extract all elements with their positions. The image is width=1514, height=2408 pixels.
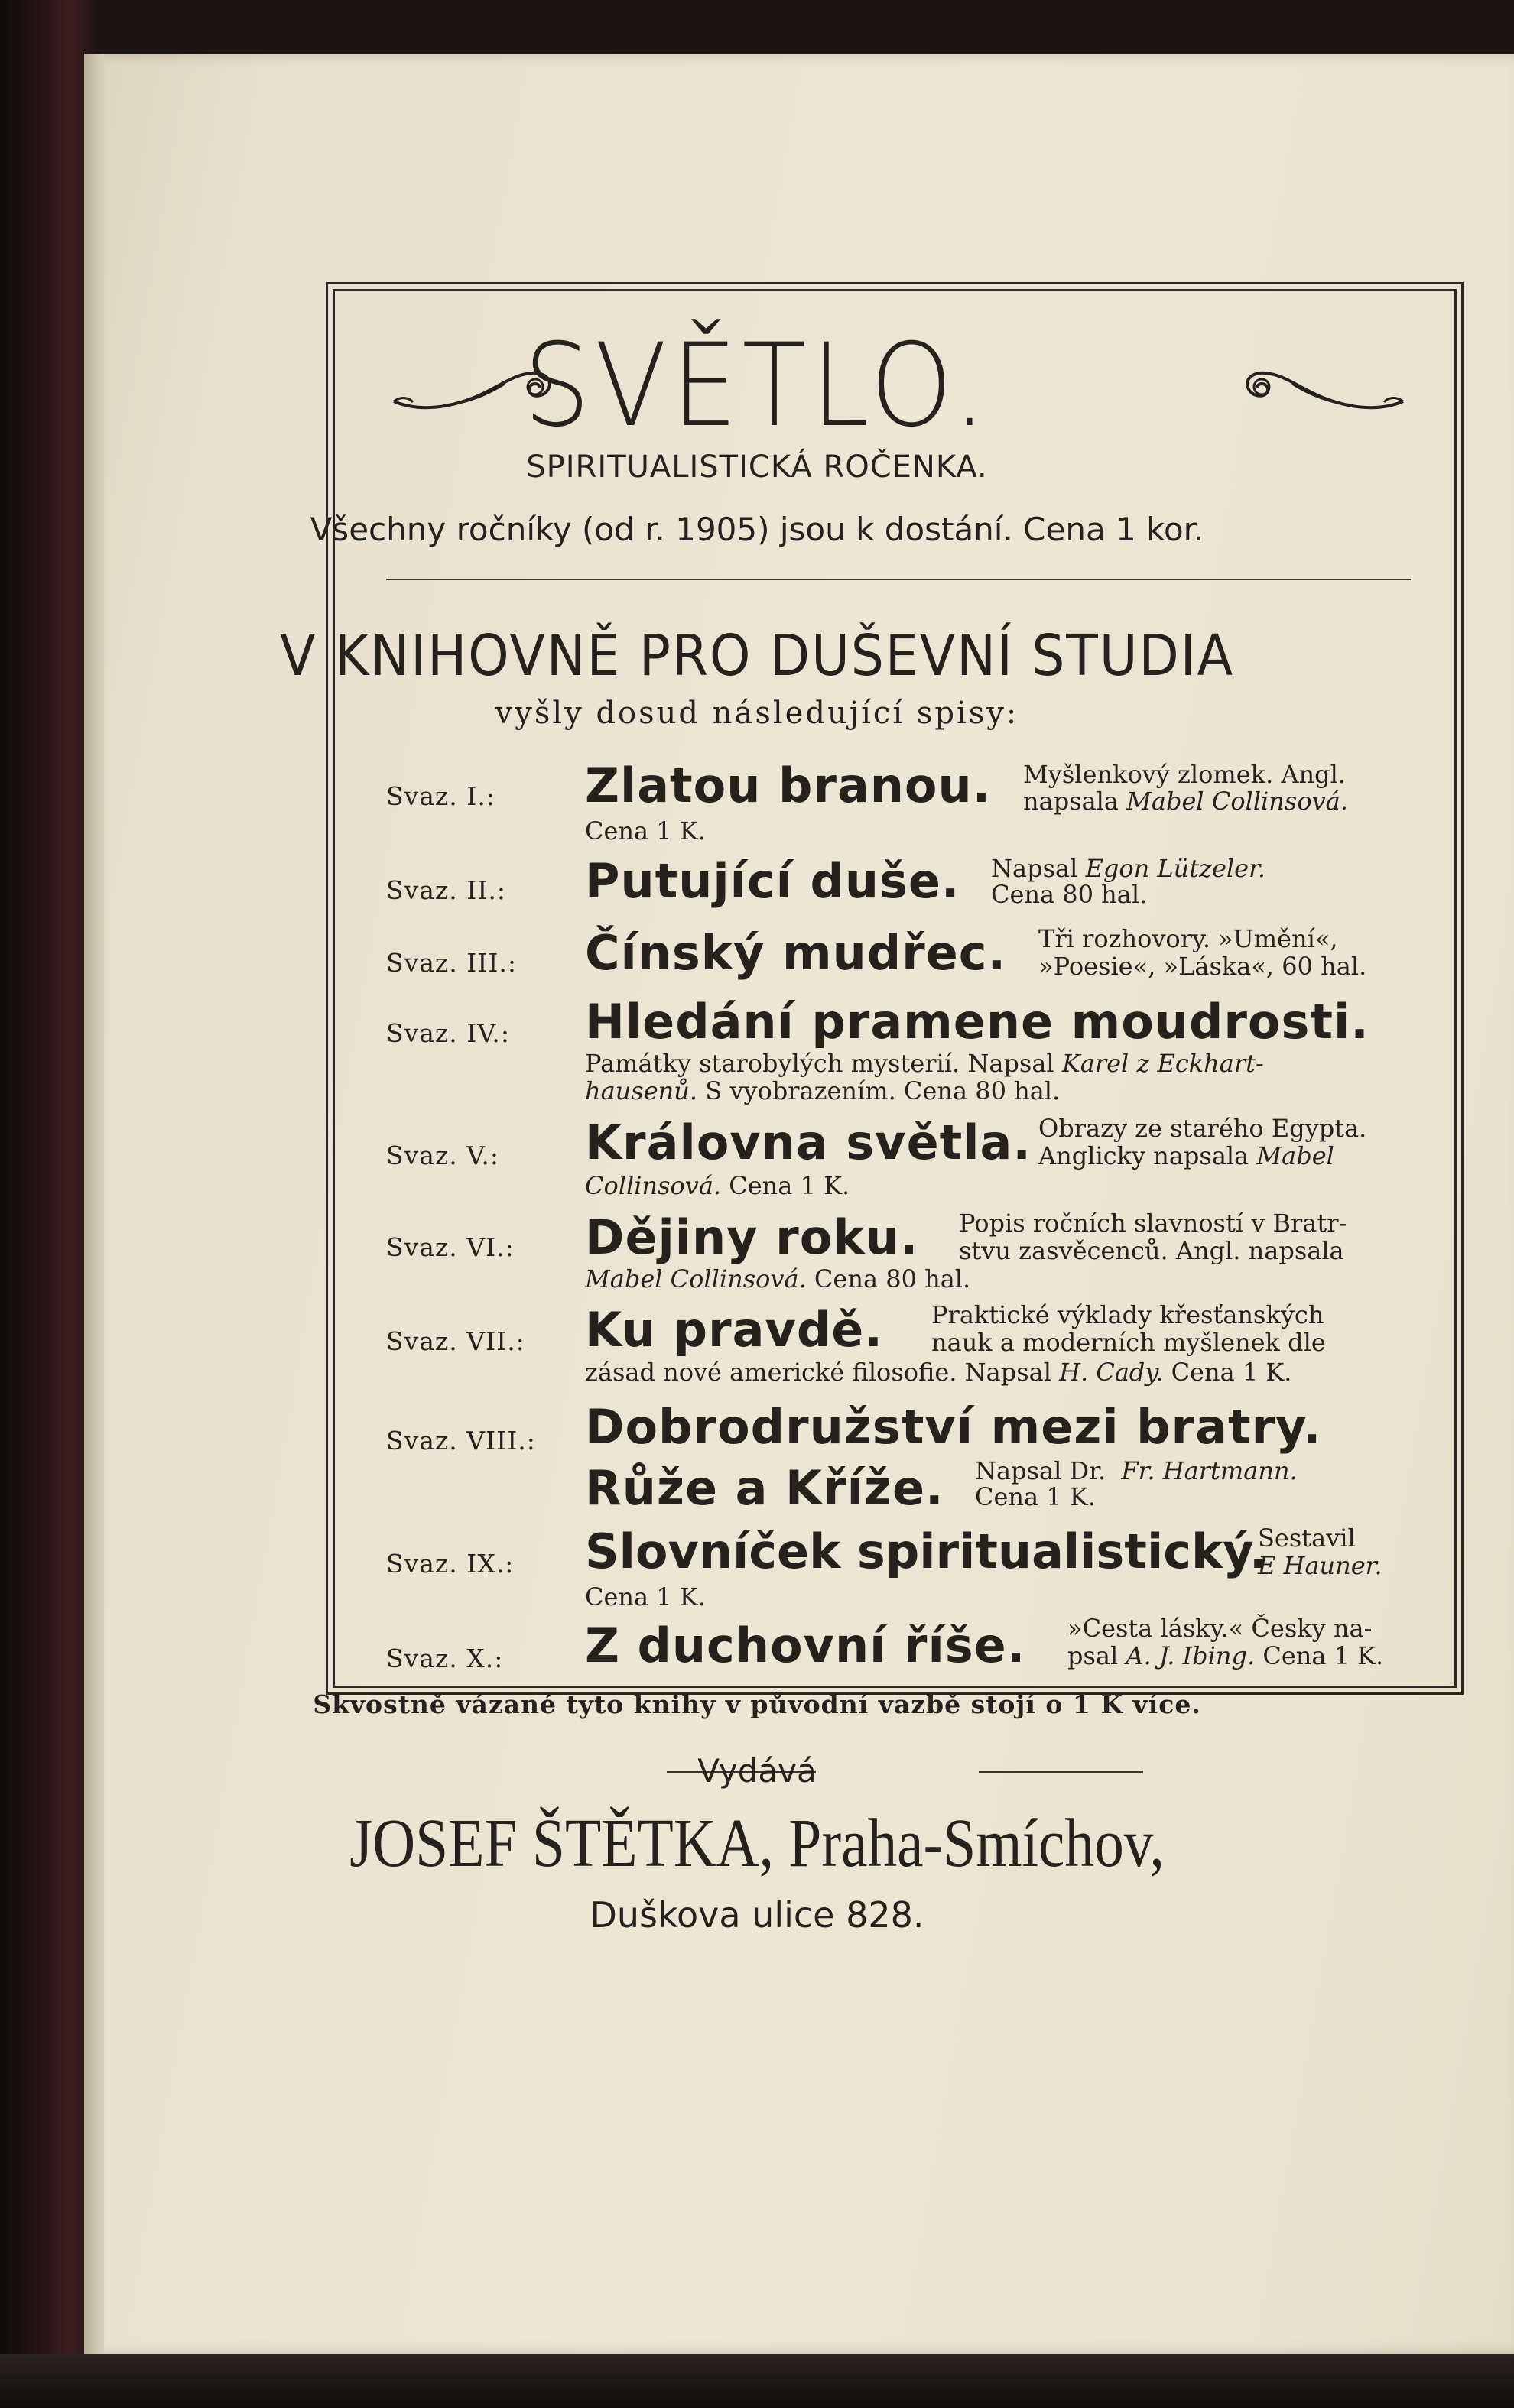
volume-label: Svaz. II.:	[386, 875, 506, 905]
volume-label: Svaz. VII.:	[386, 1326, 525, 1356]
volume-title: Hledání pramene moudrosti.	[585, 994, 1369, 1050]
volume-description: »Poesie«, »Láska«, 60 hal.	[1038, 952, 1367, 981]
volume-description: Anglicky napsala Mabel	[1038, 1141, 1334, 1170]
publisher-label: Vydává	[697, 1752, 817, 1790]
library-subheading: vyšly dosud následující spisy:	[495, 696, 1019, 731]
volume-title: Ku pravdě.	[585, 1302, 883, 1358]
volume-title: Putující duše.	[585, 853, 960, 909]
book-cover-bottom	[0, 2354, 1514, 2408]
volume-price: Cena 80 hal.	[991, 880, 1148, 909]
volume-title: Dějiny roku.	[585, 1209, 919, 1265]
divider-rule	[386, 579, 1411, 580]
volume-price: Cena 1 K.	[585, 1582, 706, 1611]
volume-description: Tři rozhovory. »Umění«,	[1038, 924, 1338, 953]
volume-price: Collinsová. Cena 1 K.	[585, 1171, 850, 1200]
volume-description: nauk a moderních myšlenek dle	[931, 1328, 1326, 1357]
volume-price: Mabel Collinsová. Cena 80 hal.	[585, 1264, 971, 1293]
yearbook-title: SVĚTLO.	[523, 320, 991, 453]
yearbook-subtitle: SPIRITUALISTICKÁ ROČENKA.	[526, 449, 988, 485]
publisher-address: Duškova ulice 828.	[590, 1894, 924, 1936]
volume-description: Napsal Egon Lützeler.	[991, 854, 1265, 883]
volume-title: Dobrodružství mezi bratry.	[585, 1399, 1322, 1455]
volume-description: hausenů. S vyobrazením. Cena 80 hal.	[585, 1076, 1061, 1105]
volume-label: Svaz. V.:	[386, 1141, 499, 1170]
volume-description: E Hauner.	[1258, 1551, 1382, 1580]
volume-label: Svaz. VIII.:	[386, 1426, 536, 1456]
volume-label: Svaz. IX.:	[386, 1549, 515, 1579]
volume-description: psal A. J. Ibing. Cena 1 K.	[1067, 1641, 1384, 1670]
volume-label: Svaz. I.:	[386, 781, 495, 811]
volume-title: Z duchovní říše.	[585, 1618, 1026, 1673]
volume-label: Svaz. III.:	[386, 948, 518, 978]
volume-title: Čínský mudřec.	[585, 925, 1007, 981]
volume-description: Sestavil	[1258, 1524, 1356, 1553]
volume-description: napsala Mabel Collinsová.	[1023, 787, 1348, 816]
publisher-name: JOSEF ŠTĚTKA, Praha-Smíchov,	[349, 1806, 1165, 1881]
volume-description: Obrazy ze starého Egypta.	[1038, 1114, 1367, 1143]
library-heading: V KNIHOVNĚ PRO DUŠEVNÍ STUDIA	[280, 623, 1234, 689]
binding-note: Skvostně vázané tyto knihy v původní vazbě stojí o 1 K více.	[313, 1689, 1201, 1719]
volume-title: Královna světla.	[585, 1115, 1032, 1170]
volume-description: zásad nové americké filosofie. Napsal H. Cady. Cena 1 K.	[585, 1358, 1292, 1387]
volume-title: Slovníček spiritualistický.	[585, 1524, 1268, 1579]
availability-note: Všechny ročníky (od r. 1905) jsou k dostání. Cena 1 kor.	[310, 511, 1204, 548]
volume-price: Cena 1 K.	[585, 816, 706, 845]
volume-description: Praktické výklady křesťanských	[931, 1300, 1324, 1329]
volume-title-continued: Růže a Kříže.	[585, 1460, 944, 1516]
volume-description: Popis ročních slavností v Bratr-	[959, 1209, 1347, 1238]
volume-description: Napsal Dr. Fr. Hartmann.	[975, 1456, 1298, 1485]
volume-title: Zlatou branou.	[585, 758, 992, 813]
volume-description: stvu zasvěcenců. Angl. napsala	[959, 1236, 1344, 1265]
volume-label: Svaz. VI.:	[386, 1232, 515, 1262]
volume-label: Svaz. IV.:	[386, 1018, 510, 1048]
volume-price: Cena 1 K.	[975, 1482, 1096, 1511]
volume-description: »Cesta lásky.« Česky na-	[1067, 1614, 1373, 1643]
volume-label: Svaz. X.:	[386, 1644, 504, 1673]
volume-description: Památky starobylých mysterií. Napsal Karel z Eckhart-	[585, 1049, 1264, 1078]
volume-description: Myšlenkový zlomek. Angl.	[1023, 760, 1347, 789]
